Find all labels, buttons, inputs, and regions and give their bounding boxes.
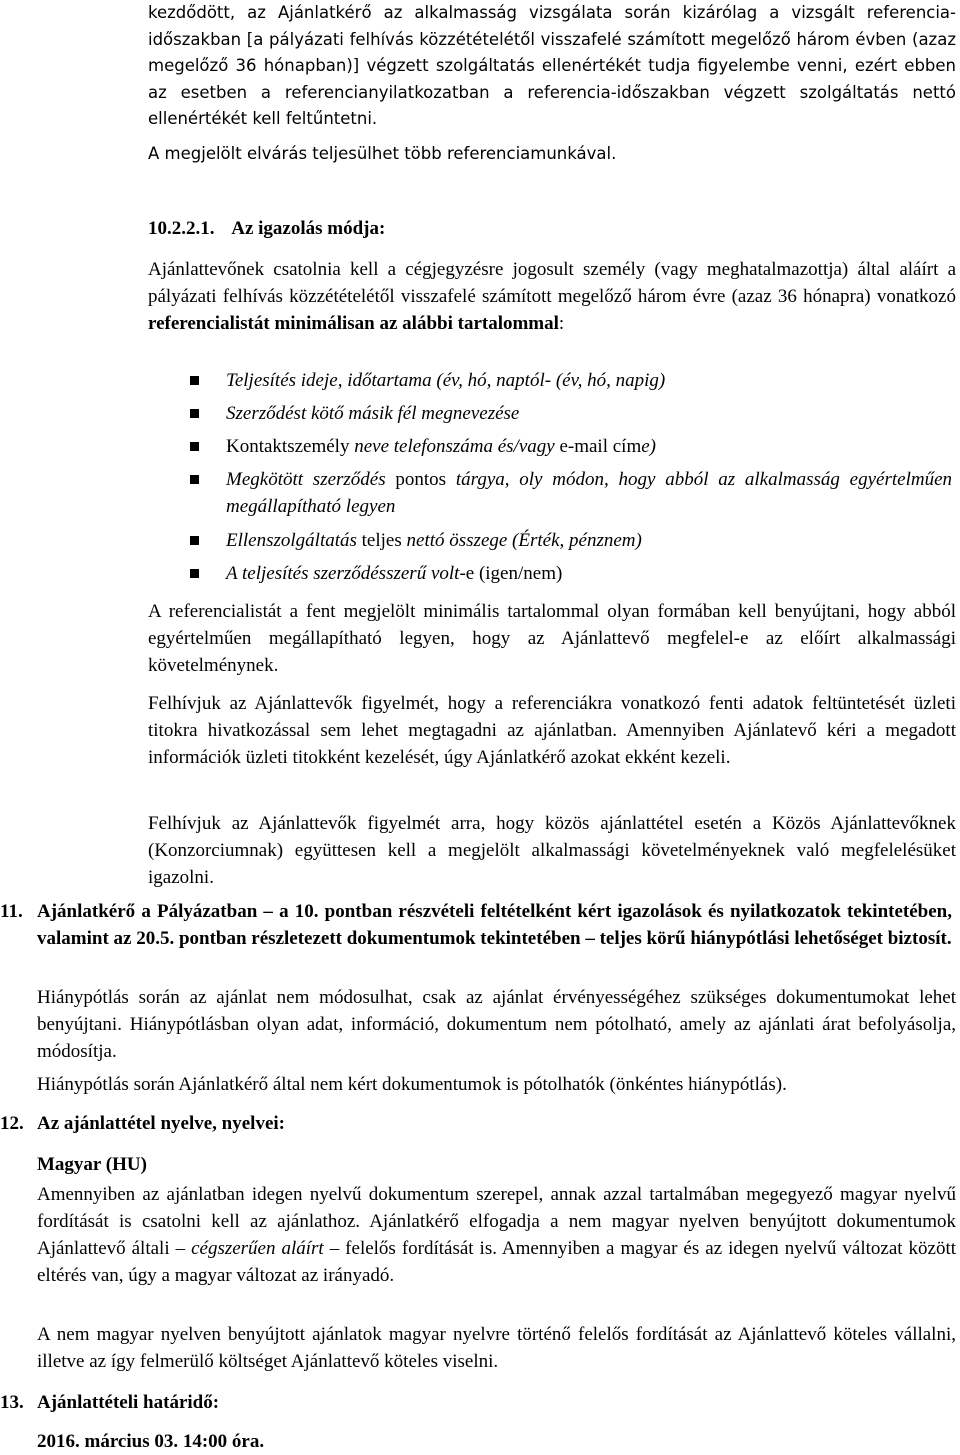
- section-12-heading: Az ajánlattétel nyelve, nyelvei:: [37, 1113, 285, 1134]
- list-item: Ellenszolgáltatás teljes nettó összege (Érték, pénznem): [148, 527, 952, 560]
- section-13-heading: Ajánlattételi határidő:: [37, 1392, 220, 1413]
- section-number: 13.: [0, 1392, 24, 1413]
- section-12-paragraph-1: Amennyiben az ajánlatban idegen nyelvű dokumentum szerepel, annak azzal tartalmában megegyező magyar nyelvű fordítását is csatolni kell az ajánlathoz. Ajánlatkérő elfogadja a nem magyar nyelven benyújtott dokumentumok Ajánlattevő általi – cégszerűen aláírt – felelős fordítását is. Amennyiben a magyar és az idegen nyelvű változat között eltérés van, úgy a magyar változat az irányadó.: [37, 1184, 957, 1286]
- referencelist-paragraph: A referencialistát a fent megjelölt minimális tartalommal olyan formában kell benyújtani, hogy abból egyértelműen megállapítható legyen, hogy az Ajánlattevő megfelel-e az előírt alkalmassági követelménynek.: [148, 601, 956, 676]
- section-11-paragraph-2: Hiánypótlás során Ajánlatkérő által nem kért dokumentumok is pótolhatók (önkéntes hiánypótlás).: [37, 1074, 787, 1095]
- bullet-square-icon: [190, 409, 199, 418]
- section-11-heading: Ajánlatkérő a Pályázatban – a 10. pontban részvételi feltételként kért igazolások és nyilatkozatok tekintetében, valamint az 20.5. pontban részletezett dokumentumok tekintetében – teljes körű hiánypótlási lehetőséget biztosít.: [37, 901, 952, 949]
- list-item: Teljesítés ideje, időtartama (év, hó, naptól- (év, hó, napig): [148, 367, 952, 400]
- list-item: Kontaktszemély neve telefonszáma és/vagy e-mail címe): [148, 433, 952, 466]
- bullet-square-icon: [190, 376, 199, 385]
- list-item: Szerződést kötő másik fél megnevezése: [148, 400, 952, 433]
- section-number: 12.: [0, 1113, 24, 1134]
- section-10-2-2-1-heading: [148, 215, 956, 242]
- section-11-paragraph-1: Hiánypótlás során az ajánlat nem módosulhat, csak az ajánlat érvényességéhez szükséges dokumentumokat lehet benyújtani. Hiánypótlásban olyan adat, információ, dokumentum nem pótolható, amely az ajánlati árat befolyásolja, módosítja.: [37, 987, 956, 1062]
- bullet-square-icon: [190, 536, 199, 545]
- bullet-square-icon: [190, 475, 199, 484]
- joint-bid-paragraph: Felhívjuk az Ajánlattevők figyelmét arra, hogy közös ajánlattétel esetén a Közös Ajánlattevőknek (Konzorciumnak) együttesen kell a megjelölt alkalmassági követelményeknek való megfelelésüket igazolni.: [148, 813, 956, 888]
- intro-note: A megjelölt elvárás teljesülhet több referenciamunkával.: [148, 144, 617, 163]
- section-11: [0, 898, 956, 952]
- language-label: Magyar (HU): [37, 1154, 147, 1175]
- section-12: [0, 1110, 956, 1137]
- proof-paragraph: Ajánlattevőnek csatolnia kell a cégjegyzésre jogosult személy (vagy meghatalmazottja) által aláírt a pályázati felhívás közzétételétől visszafelé számított megelőző három évre (azaz 36 hónapra) vonatkozó referencialistát minimálisan az alábbi tartalommal:: [148, 259, 956, 334]
- section-13: [0, 1389, 956, 1416]
- intro-paragraph: kezdődött, az Ajánlatkérő az alkalmasság vizsgálata során kizárólag a vizsgált referencia-időszakban [a pályázati felhívás közzétételétől visszafelé számított megelőző három évben (azaz megelőző 36 hónapban)] végzett szolgáltatás ellenértékét tudja figyelembe venni, ezért ebben az esetben a referencianyilatkozatban a referencia-időszakban végzett szolgáltatás nettó ellenértékét kell feltűntetni.: [148, 3, 956, 128]
- bullet-square-icon: [190, 442, 199, 451]
- section-number: 10.2.2.1.: [148, 218, 215, 239]
- deadline-value: 2016. március 03. 14:00 óra.: [37, 1431, 265, 1452]
- section-title: Az igazolás módja:: [231, 218, 386, 239]
- list-item: Megkötött szerződés pontos tárgya, oly módon, hogy abból az alkalmasság egyértelműen megállapítható legyen: [148, 466, 952, 527]
- section-12-paragraph-2: A nem magyar nyelven benyújtott ajánlatok magyar nyelvre történő felelős fordítását az Ajánlattevő köteles vállalni, illetve az így felmerülő költséget Ajánlattevő köteles viselni.: [37, 1324, 956, 1372]
- bold-requirement: referencialistát minimálisan az alábbi tartalommal: [148, 313, 559, 334]
- bullet-square-icon: [190, 569, 199, 578]
- list-item: A teljesítés szerződésszerű volt-e (igen/nem): [148, 560, 952, 593]
- reference-list-requirements: [0, 367, 956, 593]
- business-secret-paragraph: Felhívjuk az Ajánlattevők figyelmét, hogy a referenciákra vonatkozó fenti adatok feltüntetését üzleti titokra hivatkozással sem lehet megtagadni az ajánlatban. Amennyiben Ajánlatevő kéri a megadott információk üzleti titokként kezelését, úgy Ajánlatkérő azokat ekként kezeli.: [148, 693, 956, 768]
- section-number: 11.: [0, 901, 23, 922]
